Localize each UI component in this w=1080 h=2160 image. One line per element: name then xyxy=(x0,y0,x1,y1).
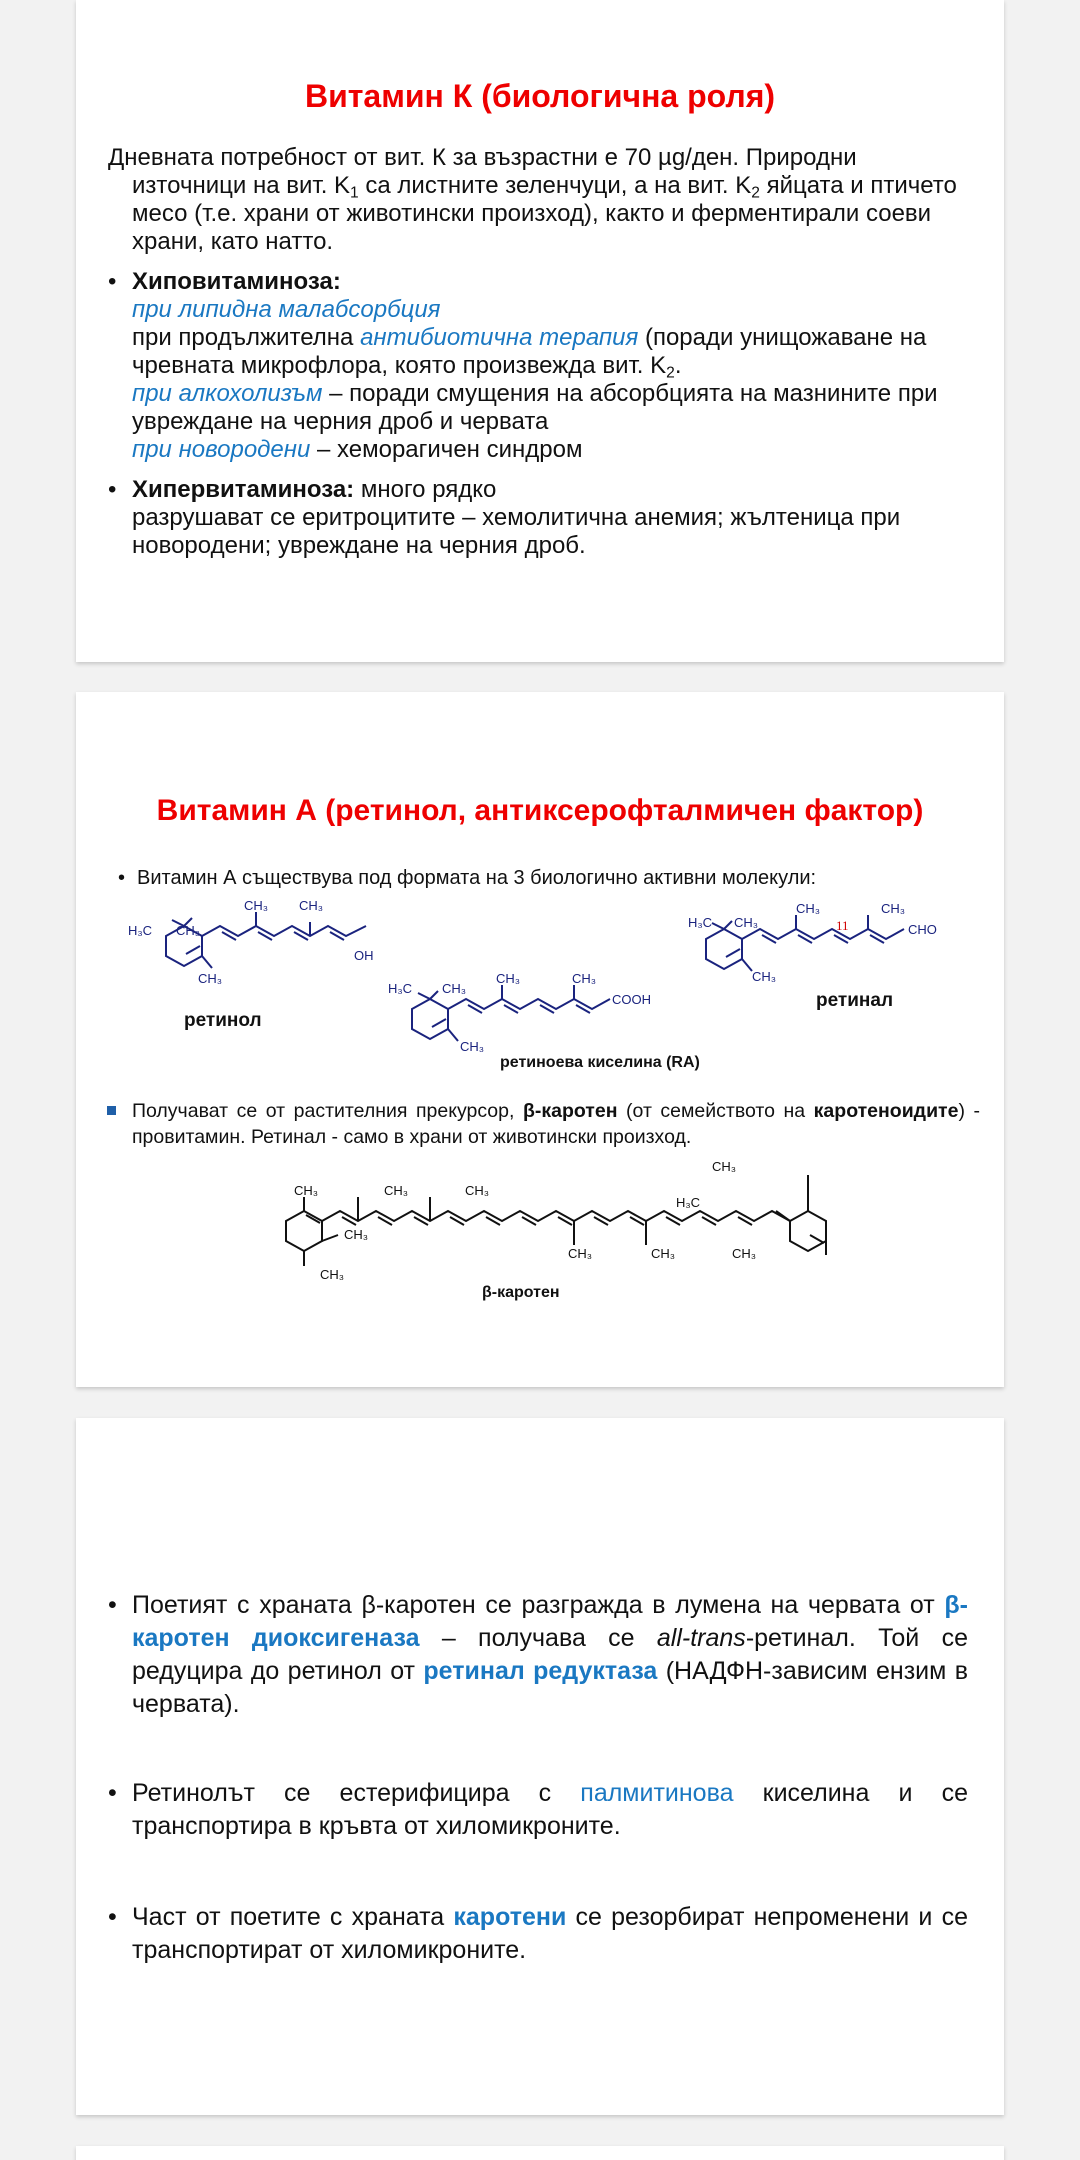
bullet-text: Поетият с храната β-каротен се разгражда в лумена на червата от xyxy=(132,1591,945,1619)
carotene-cleavage-bullet xyxy=(108,1589,968,1721)
beta-carotene-term: β-каротен xyxy=(522,1100,618,1122)
carotenoids-term: каротеноидите xyxy=(813,1100,959,1122)
hypo-cause-newborns: при новородени xyxy=(132,436,311,463)
carotene-absorption-bullet xyxy=(108,1901,968,1967)
slide-title: Витамин К (биологична роля) xyxy=(304,78,776,114)
square-bullet-icon xyxy=(107,1106,116,1115)
slide-vitamin-a xyxy=(76,692,1004,1387)
enzyme-retinal-reductase: ретинал редуктаза xyxy=(423,1657,658,1685)
atom-label: H₃C xyxy=(676,1195,701,1210)
atom-label: CH₃ xyxy=(651,1246,676,1261)
atom-label: CH₃ xyxy=(796,901,821,916)
subscript: 2 xyxy=(666,364,675,382)
bullet-text: (НАДФН-зависим ензим в червата). xyxy=(132,1657,968,1718)
hypovitaminosis-item xyxy=(108,268,968,464)
bullet-text: -ретинал. Той се редуцира до ретинол от xyxy=(132,1624,968,1685)
atom-label: OH xyxy=(354,948,374,963)
atom-label: CH₃ xyxy=(734,915,759,930)
atom-label: CH₃ xyxy=(712,1159,737,1174)
next-slide-edge xyxy=(76,2146,1004,2160)
retinol-atom-labels xyxy=(128,898,374,986)
atom-label: H₃C xyxy=(128,923,153,938)
bullet-text: се резорбират непроменени и се транспортират от хиломикроните. xyxy=(132,1903,968,1964)
atom-label: H₃C xyxy=(688,915,713,930)
atom-label: CH₃ xyxy=(344,1227,369,1242)
atom-label: CHO xyxy=(908,922,937,937)
hypo-heading: Хиповитаминоза: xyxy=(132,268,341,295)
para-text: Получават се от растителния прекурсор, xyxy=(132,1100,523,1122)
retinoic-atom-labels xyxy=(388,971,651,1054)
atom-label: H₃C xyxy=(388,981,413,996)
slide-vitamin-k xyxy=(76,0,1004,662)
hyper-text: разрушават се еритроцитите – хемолитична анемия; жълтеница при новородени; увреждане на черния дроб. xyxy=(132,504,901,559)
slide-title: Витамин А (ретинол, антиксерофталмичен фактор) xyxy=(156,794,924,827)
slide-body xyxy=(108,144,968,560)
hyper-text: много рядко xyxy=(354,476,497,503)
atom-label: CH₃ xyxy=(465,1183,490,1198)
retinal-atom-labels xyxy=(688,901,937,984)
intro-paragraph xyxy=(108,144,968,256)
hypo-cause-alcoholism: при алкохолизъм xyxy=(132,380,323,407)
bullet-text: киселина и се транспортира в кръвта от хиломикроните. xyxy=(132,1779,968,1840)
retinol-label: ретинол xyxy=(184,1010,262,1031)
hypo-cause-malabsorption: при липидна малабсорбция xyxy=(132,296,441,323)
atom-label: CH₃ xyxy=(732,1246,757,1261)
para-text: (от семейството на xyxy=(617,1100,814,1122)
hypo-text: (поради унищожаване на чревната микрофлора, която произвежда вит. K xyxy=(132,324,927,379)
carbon-11-label: 11 xyxy=(836,918,849,933)
atom-label: CH₃ xyxy=(881,901,906,916)
slide-carotene-metabolism xyxy=(76,1418,1004,2115)
atom-label: CH₃ xyxy=(460,1039,485,1054)
atom-label: CH₃ xyxy=(384,1183,409,1198)
para-text: ) - провитамин. Ретинал - само в храни от животински произход. xyxy=(132,1100,980,1148)
atom-label: CH₃ xyxy=(568,1246,593,1261)
intro-text: Дневната потребност от вит. К за възрастни е 70 µg/ден. Природни източници на вит. K xyxy=(108,144,857,199)
atom-label: CH₃ xyxy=(294,1183,319,1198)
provitamin-paragraph xyxy=(132,1098,980,1150)
atom-label: CH₃ xyxy=(496,971,521,986)
intro-text: са листните зеленчуци, а на вит. K xyxy=(358,172,752,199)
bullet-text: – получава се xyxy=(419,1624,657,1652)
vitamin-a-structures xyxy=(76,692,1004,1387)
retinal-label: ретинал xyxy=(816,990,894,1011)
hypo-text: – хеморагичен синдром xyxy=(310,436,583,463)
hypo-text: при продължителна xyxy=(132,324,361,351)
atom-label: CH₃ xyxy=(176,923,201,938)
subscript: 1 xyxy=(350,184,359,202)
retinol-esterification-bullet xyxy=(108,1777,968,1843)
forms-bullet: • Витамин А съществува под формата на 3 биологично активни молекули: xyxy=(118,867,816,890)
atom-label: CH₃ xyxy=(442,981,467,996)
atom-label: CH₃ xyxy=(244,898,269,913)
hypo-text: . xyxy=(674,352,682,379)
palmitic-term: палмитинова xyxy=(580,1779,734,1807)
retinol-structure xyxy=(166,912,366,968)
enzyme-dioxygenase: β-каротен диоксигеназа xyxy=(132,1591,968,1652)
atom-label: COOH xyxy=(612,992,651,1007)
hypo-cause-antibiotic: антибиотична терапия xyxy=(360,324,639,351)
bullet-text: Ретинолът се естерифицира с xyxy=(132,1779,581,1807)
atom-label: CH₃ xyxy=(299,898,324,913)
beta-carotene-label: β-каротен xyxy=(482,1284,560,1301)
hypervitaminosis-item xyxy=(108,476,968,560)
intro-text: яйцата и птичето месо (т.е. храни от животински произход), както и ферментирали соеви храни, като натто. xyxy=(132,172,957,255)
bullet-text: Част от поетите с храната xyxy=(132,1903,454,1931)
all-trans-term: all-trans xyxy=(656,1624,746,1652)
atom-label: CH₃ xyxy=(198,971,223,986)
hypo-text: – поради смущения на абсорбцията на мазнините при увреждане на черния дроб и червата xyxy=(132,380,938,435)
hyper-heading: Хипервитаминоза: xyxy=(132,476,355,503)
carotenes-term: каротени xyxy=(453,1903,567,1931)
atom-label: CH₃ xyxy=(752,969,777,984)
atom-label: CH₃ xyxy=(572,971,597,986)
subscript: 2 xyxy=(751,184,760,202)
retinoic-acid-label: ретиноева киселина (RA) xyxy=(500,1054,700,1071)
carotene-atom-labels xyxy=(294,1159,756,1282)
atom-label: CH₃ xyxy=(320,1267,345,1282)
